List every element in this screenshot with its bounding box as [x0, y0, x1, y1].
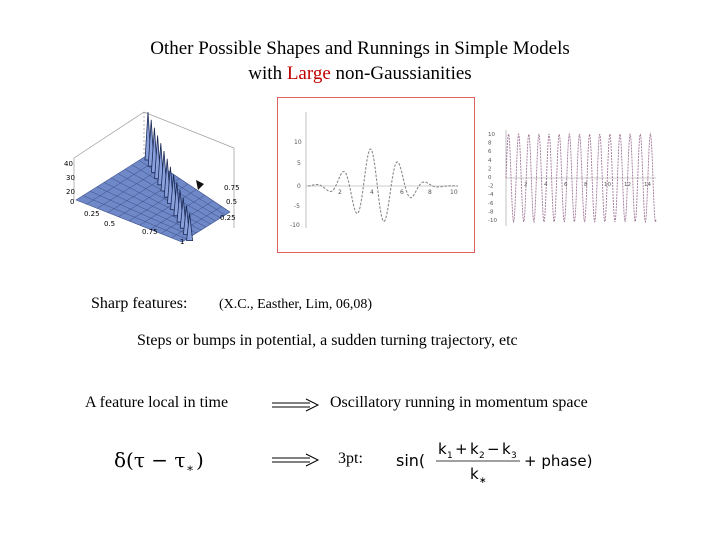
svg-text:sin(: sin( — [396, 451, 426, 470]
z-tick: 20 — [66, 188, 75, 196]
y-tick: -5 — [294, 203, 300, 210]
x-tick: 4 — [370, 189, 374, 196]
y-tick: -6 — [488, 200, 494, 207]
sin-formula — [394, 436, 594, 486]
citation: (X.C., Easther, Lim, 06,08) — [219, 297, 373, 312]
delta-formula — [112, 443, 212, 477]
double-arrow-right-icon — [270, 398, 320, 412]
x-tick: 0.25 — [84, 210, 100, 218]
svg-text:3: 3 — [511, 451, 517, 461]
x-tick: 2 — [338, 189, 342, 196]
y-tick: 4 — [488, 157, 492, 164]
x-tick: 4 — [544, 182, 548, 188]
y-tick: 8 — [488, 140, 492, 147]
x-tick: 0.5 — [104, 220, 116, 228]
svg-text:2: 2 — [479, 451, 485, 461]
x-tick: 8 — [584, 182, 588, 188]
z-tick: 30 — [66, 174, 75, 182]
y-tick: -2 — [488, 183, 494, 190]
oscillatory-running: Oscillatory running in momentum space — [330, 394, 588, 411]
x-tick: 6 — [564, 182, 568, 188]
y-tick: 10 — [488, 132, 495, 138]
x-tick: 2 — [524, 182, 528, 188]
title-text: non-Gaussianities — [330, 63, 472, 84]
y-tick: -8 — [488, 209, 494, 216]
ridge-tip — [196, 180, 204, 190]
running-oscillation-plot — [486, 126, 660, 230]
sharp-features-label: Sharp features: — [91, 295, 188, 312]
slide-title-line1: Other Possible Shapes and Runnings in Simple Models — [150, 38, 570, 59]
x-tick: 6 — [400, 189, 404, 196]
slide-title-line2 — [0, 62, 720, 86]
svg-text:δ(τ − τ: δ(τ − τ — [114, 448, 186, 472]
y-tick: 0.25 — [220, 214, 236, 222]
svg-text:∗: ∗ — [186, 461, 195, 475]
x-tick: 12 — [624, 182, 631, 188]
x-tick: 10 — [604, 182, 611, 188]
y-tick: 6 — [488, 149, 492, 156]
svg-text:∗: ∗ — [479, 476, 487, 486]
svg-text:k: k — [470, 440, 479, 458]
x-tick: 0.75 — [142, 228, 158, 236]
y-tick: 10 — [294, 139, 302, 146]
title-highlight: Large — [286, 63, 331, 84]
svg-text:): ) — [196, 448, 204, 472]
y-tick: -10 — [290, 222, 300, 229]
svg-text:+ phase): + phase) — [524, 452, 593, 470]
svg-text:k: k — [470, 465, 479, 483]
x-tick: 8 — [428, 189, 432, 196]
surface-plot-3d — [62, 100, 252, 250]
z-tick: 0 — [70, 198, 75, 206]
y-tick: 2 — [488, 166, 492, 173]
svg-text:+: + — [455, 440, 468, 458]
svg-text:1: 1 — [447, 451, 453, 461]
x-tick: 1 — [180, 238, 185, 246]
description: Steps or bumps in potential, a sudden turning trajectory, etc — [137, 332, 518, 349]
svg-text:k: k — [502, 440, 511, 458]
oscillation-plot — [278, 98, 474, 252]
feature-local-in-time: A feature local in time — [85, 394, 229, 411]
y-tick: 0 — [297, 183, 301, 190]
y-tick: 0.5 — [226, 198, 238, 206]
svg-text:k: k — [438, 440, 447, 458]
x-tick: 10 — [450, 189, 458, 196]
y-tick: -4 — [488, 192, 494, 199]
oscillation-plot-frame — [277, 97, 475, 253]
y-tick: -10 — [488, 218, 497, 224]
double-arrow-right-icon — [270, 453, 320, 467]
y-tick: 0 — [488, 175, 492, 181]
y-tick: 0.75 — [224, 184, 240, 192]
svg-text:−: − — [487, 440, 500, 458]
title-text: with — [248, 63, 287, 84]
x-tick: 14 — [644, 182, 651, 188]
z-tick: 40 — [64, 160, 73, 168]
y-tick: 5 — [297, 160, 301, 167]
three-point-label: 3pt: — [338, 450, 363, 467]
